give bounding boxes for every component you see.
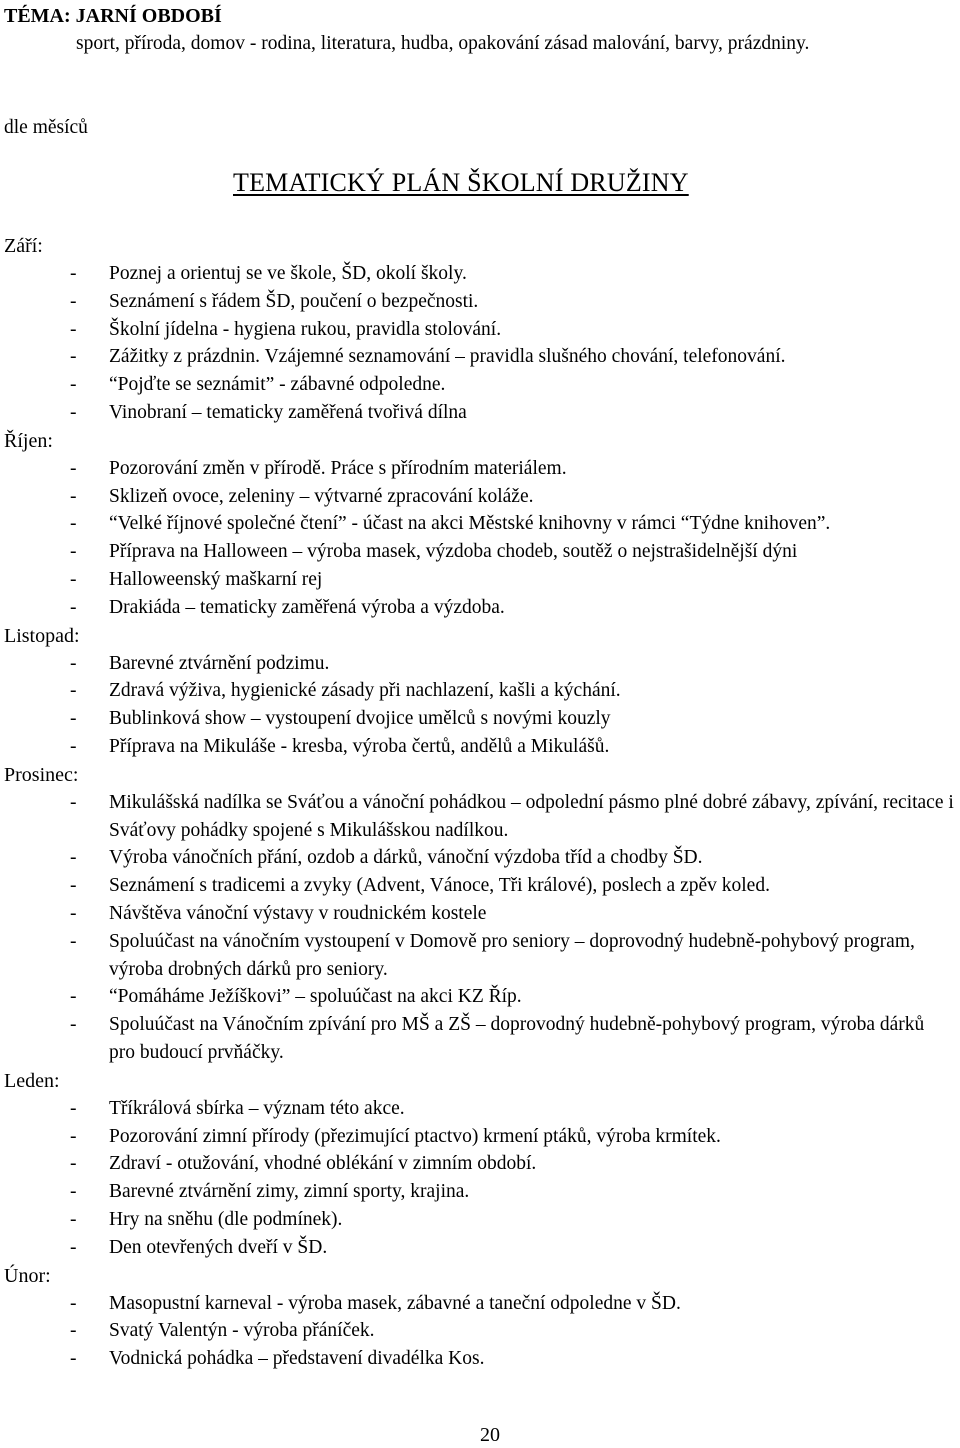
month-name: Prosinec: [4,763,79,786]
activity-text: Seznámení s tradicemi a zvyky (Advent, Vánoce, Tři králové), poslech a zpěv koled. [109,875,770,897]
dash-bullet: - [70,1292,77,1314]
list-item [4,1234,954,1262]
topic-text: sport, příroda, domov - rodina, literatura, hudba, opakování zásad malování, barvy, prázdniny. [76,33,810,54]
dash-bullet: - [70,541,77,563]
activity-text: Masopustní karneval - výroba masek, zábavné a taneční odpoledne v ŠD. [109,1292,681,1314]
dash-bullet: - [70,1181,77,1203]
list-item [4,677,954,705]
dash-bullet: - [70,485,77,507]
list-item [4,1317,954,1345]
list-item [4,371,954,399]
list-item [4,260,954,288]
activity-text: Vinobraní – tematicky zaměřená tvořivá dílna [109,401,467,423]
dash-bullet: - [70,652,77,674]
list-item [4,594,954,622]
list-item [4,789,954,845]
list-item [4,650,954,678]
list-item [4,872,954,900]
dash-bullet: - [70,1348,77,1370]
by-month-label: dle měsíců [4,117,88,138]
list-item [4,483,954,511]
activity-text: Spoluúčast na Vánočním zpívání pro MŠ a ZŠ – doprovodný hudebně-pohybový program, výroba dárků pro budoucí prvňáčky. [109,1014,925,1063]
dash-bullet: - [70,596,77,618]
activity-text: Výroba vánočních přání, ozdob a dárků, vánoční výzdoba tříd a chodby ŠD. [109,847,703,869]
list-item [4,1290,954,1318]
activity-text: Příprava na Mikuláše - kresba, výroba čertů, andělů a Mikulášů. [109,735,610,757]
activity-text: Spoluúčast na vánočním vystoupení v Domově pro seniory – doprovodný hudebně-pohybový program, výroba drobných dárků pro seniory. [109,930,915,980]
activity-text: Poznej a orientuj se ve škole, ŠD, okolí školy. [109,263,467,284]
dash-bullet: - [70,902,77,924]
activity-list [4,455,954,622]
month-name: Říjen: [4,429,53,452]
activity-text: Návštěva vánoční výstavy v roudnickém kostele [109,902,487,924]
activity-list [4,260,954,427]
page-number: 20 [480,1424,500,1446]
activity-text: “Velké říjnové společné čtení” - účast na akci Městské knihovny v rámci “Týdne knihoven”. [109,513,831,535]
activity-text: Tříkrálová sbírka – význam této akce. [109,1097,405,1119]
dash-bullet: - [70,1320,77,1342]
list-item [4,288,954,316]
months-list [4,232,954,1373]
activity-list [4,789,954,1067]
dash-bullet: - [70,735,77,757]
topic-title: TÉMA: JARNÍ OBDOBÍ [4,5,222,27]
activity-text: “Pomáháme Ježíškovi” – spoluúčast na akci KZ Říp. [109,986,522,1008]
dash-bullet: - [70,374,77,396]
dash-bullet: - [70,401,77,423]
activity-list [4,650,954,761]
dash-bullet: - [70,986,77,1008]
dash-bullet: - [70,1014,77,1036]
activity-text: Zdraví - otužování, vhodné oblékání v zimním období. [109,1153,537,1175]
dash-bullet: - [70,1125,77,1147]
month-section [4,232,954,427]
list-item [4,510,954,538]
list-item [4,1150,954,1178]
plan-title: TEMATICKÝ PLÁN ŠKOLNÍ DRUŽINY [233,168,689,197]
activity-text: Hry na sněhu (dle podmínek). [109,1208,343,1230]
activity-text: Seznámení s řádem ŠD, poučení o bezpečnosti. [109,290,479,312]
dash-bullet: - [70,1236,77,1258]
list-item [4,1178,954,1206]
month-name: Leden: [4,1069,60,1092]
list-item [4,844,954,872]
list-item [4,1123,954,1151]
list-item [4,705,954,733]
list-item [4,566,954,594]
activity-text: Sklizeň ovoce, zeleniny – výtvarné zpracování koláže. [109,485,534,507]
activity-text: Halloweenský maškarní rej [109,568,323,590]
activity-text: Zdravá výživa, hygienické zásady při nachlazení, kašli a kýchání. [109,680,621,702]
list-item [4,733,954,761]
list-item [4,399,954,427]
activity-text: Vodnická pohádka – představení divadélka Kos. [109,1348,485,1370]
dash-bullet: - [70,1153,77,1175]
list-item [4,538,954,566]
dash-bullet: - [70,318,77,340]
month-section [4,761,954,1067]
dash-bullet: - [70,847,77,869]
dash-bullet: - [70,1208,77,1230]
activity-text: Barevné ztvárnění podzimu. [109,652,330,674]
list-item [4,1011,954,1067]
dash-bullet: - [70,346,77,368]
dash-bullet: - [70,1097,77,1119]
activity-text: Příprava na Halloween – výroba masek, výzdoba chodeb, soutěž o nejstrašidelnější dýni [109,541,798,563]
list-item [4,900,954,928]
activity-text: Svatý Valentýn - výroba přáníček. [109,1320,375,1342]
month-section [4,1262,954,1373]
activity-text: “Pojďte se seznámit” - zábavné odpoledne. [109,374,446,396]
list-item [4,316,954,344]
list-item [4,343,954,371]
month-section [4,622,954,761]
activity-text: Barevné ztvárnění zimy, zimní sporty, krajina. [109,1181,470,1203]
activity-text: Drakiáda – tematicky zaměřená výroba a výzdoba. [109,596,505,618]
activity-text: Den otevřených dveří v ŠD. [109,1236,328,1258]
dash-bullet: - [70,708,77,730]
dash-bullet: - [70,513,77,535]
activity-text: Mikulášská nadílka se Sváťou a vánoční pohádkou – odpolední pásmo plné dobré zábavy, zpívání, recitace i Sváťovy pohádky spojené s Mikulášskou nadílkou. [109,791,954,841]
activity-text: Pozorování změn v přírodě. Práce s přírodním materiálem. [109,457,567,479]
dash-bullet: - [70,568,77,590]
month-name: Únor: [4,1264,51,1287]
dash-bullet: - [70,930,77,952]
dash-bullet: - [70,791,77,813]
dash-bullet: - [70,457,77,479]
list-item [4,455,954,483]
activity-text: Pozorování zimní přírody (přezimující ptactvo) krmení ptáků, výroba krmítek. [109,1125,721,1147]
month-name: Září: [4,235,43,257]
activity-text: Bublinková show – vystoupení dvojice umělců s novými kouzly [109,708,611,730]
dash-bullet: - [70,875,77,897]
list-item [4,1345,954,1373]
list-item [4,1206,954,1234]
month-section [4,427,954,622]
dash-bullet: - [70,263,77,284]
activity-text: Školní jídelna - hygiena rukou, pravidla stolování. [109,318,502,340]
activity-list [4,1095,954,1262]
dash-bullet: - [70,290,77,312]
activity-text: Zážitky z prázdnin. Vzájemné seznamování – pravidla slušného chování, telefonování. [109,346,786,368]
list-item [4,983,954,1011]
activity-list [4,1290,954,1373]
list-item [4,1095,954,1123]
dash-bullet: - [70,680,77,702]
month-name: Listopad: [4,624,80,647]
list-item [4,928,954,984]
month-section [4,1067,954,1262]
